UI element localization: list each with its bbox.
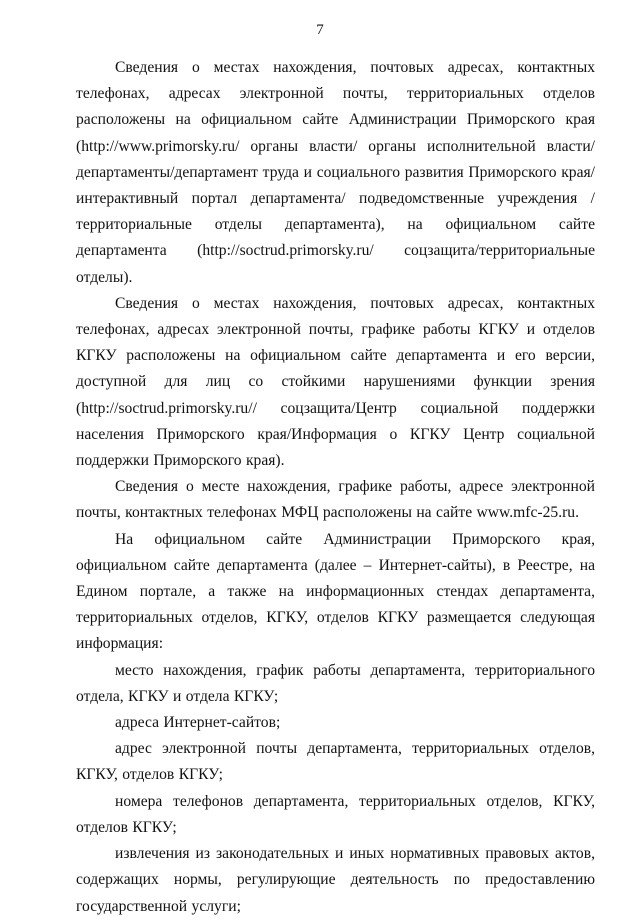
paragraph-territorial-offices: Сведения о местах нахождения, почтовых адресах, контактных телефонах, адресах электронной почты, территориальных отделов расположены на официальном сайте Администрации Приморского края (http://www.primorsky.ru/ органы власти/ органы исполнительной власти/департаменты/департамент труда и социального развития Приморского края/ интерактивный портал департамента/ подведомственные учреждения /территориальные отделы департамента), на официальном сайте департамента (http://soctrud.primorsky.ru/ соцзащита/территориальные отделы). [76,59,595,286]
paragraph-info-placement: На официальном сайте Администрации Приморского края, официальном сайте департамента (далее – Интернет-сайты), в Реестре, на Едином портале, а также на информационных стендах департамента, территориальных отделов, КГКУ, отделов КГКУ размещается следующая информация: [76,530,595,653]
list-item-websites: адреса Интернет-сайтов; [115,714,281,732]
document-body [76,55,595,920]
paragraph-kgku-info: Сведения о местах нахождения, почтовых адресах, контактных телефонах, адресах электронной почты, графике работы КГКУ и отделов КГКУ расположены на официальном сайте департамента и его версии, доступной для лиц со стойкими нарушениями функции зрения (http://soctrud.primorsky.ru// соцзащита/Центр социальной поддержки населения Приморского края/Информация о КГКУ Центр социальной поддержки Приморского края). [76,294,595,470]
list-item-phones: номера телефонов департамента, территориальных отделов, КГКУ, отделов КГКУ; [76,792,595,836]
page-number: 7 [316,22,324,38]
list-item-legal-extracts: извлечения из законодательных и иных нормативных правовых актов, содержащих нормы, регулирующие деятельность по предоставлению государственной услуги; [76,845,595,915]
list-item-email: адрес электронной почты департамента, территориальных отделов, КГКУ, отделов КГКУ; [76,740,595,784]
paragraph-mfc-info: Сведения о месте нахождения, графике работы, адресе электронной почты, контактных телефонах МФЦ расположены на сайте www.mfc-25.ru. [76,478,595,522]
list-item-location: место нахождения, график работы департамента, территориального отдела, КГКУ и отдела КГКУ; [76,661,595,705]
